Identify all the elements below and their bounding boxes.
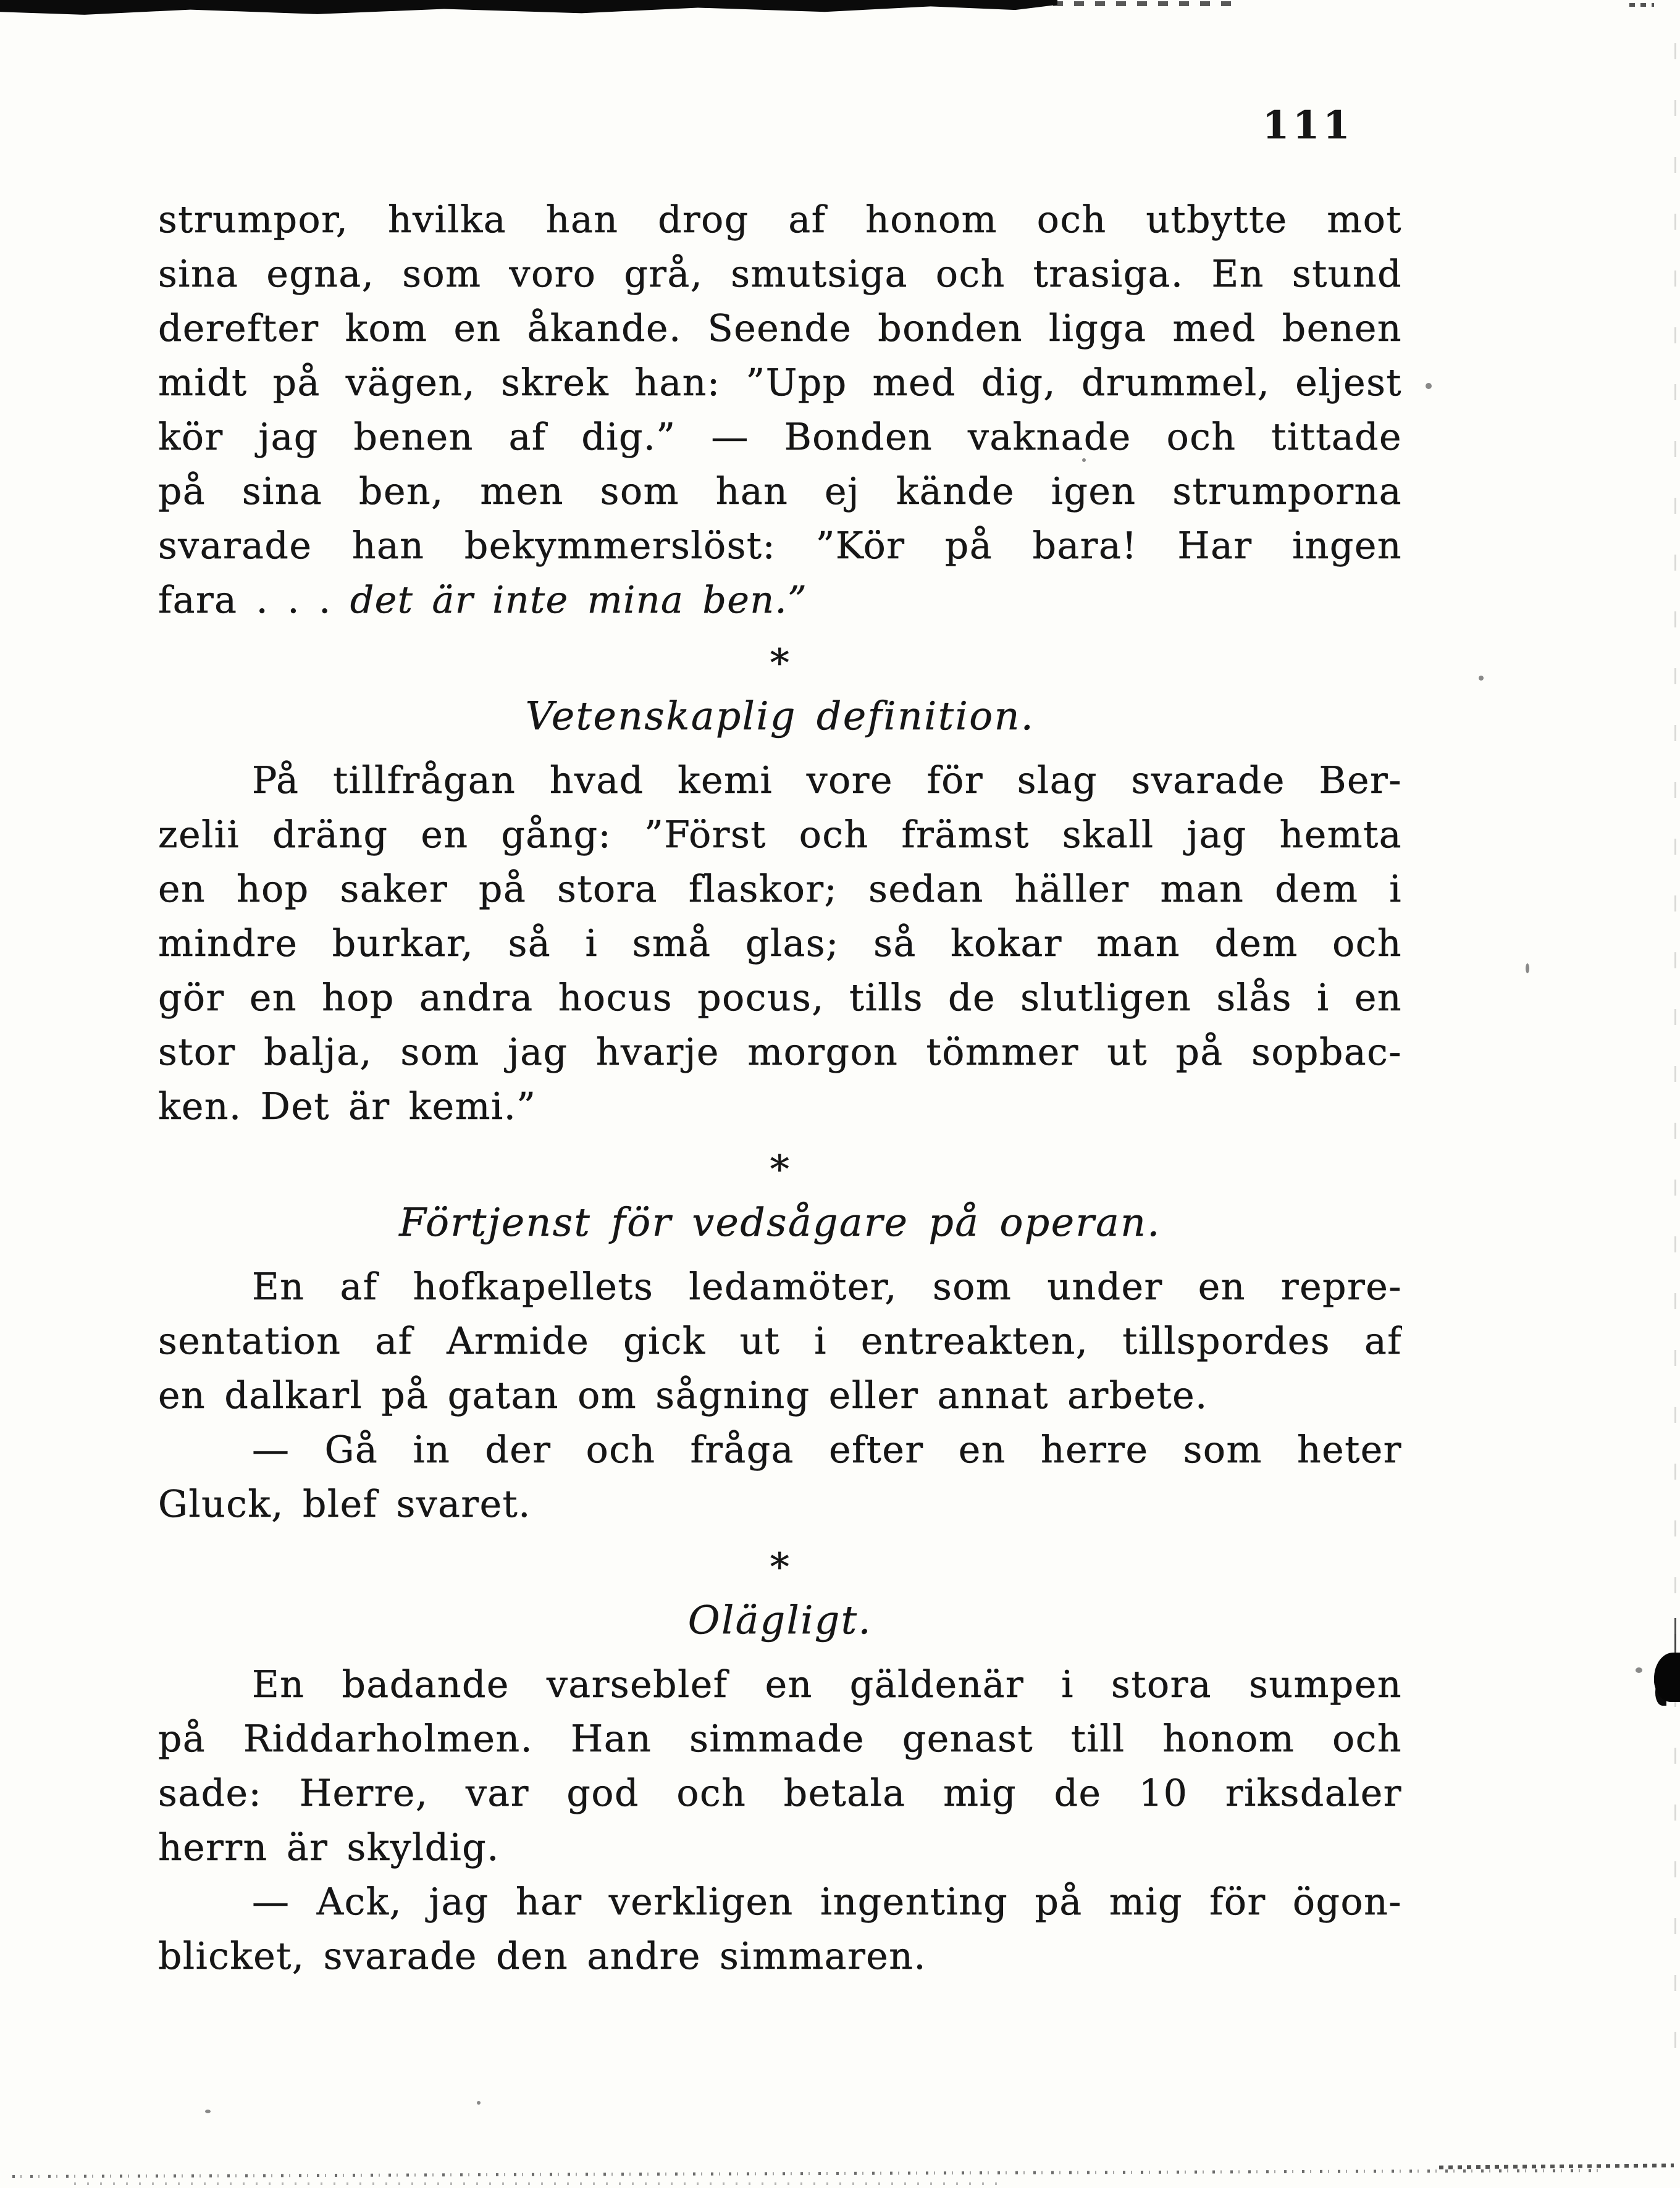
asterisk-separator: * bbox=[770, 1147, 791, 1192]
text-line: gör en hop andra hocus pocus, tills de slutligen slås i en bbox=[158, 976, 1402, 1020]
anecdote-dialogue-operan bbox=[158, 1423, 1402, 1532]
scan-artifact-bottom-speckle bbox=[12, 2169, 1606, 2178]
text-line: Gluck, blef svaret. bbox=[158, 1483, 531, 1526]
ink-speck bbox=[205, 2110, 211, 2113]
text-line: mindre burkar, så i små glas; så kokar man dem och bbox=[158, 922, 1402, 965]
scan-artifact-corner-tick bbox=[1629, 3, 1654, 7]
anecdote-paragraph-badande bbox=[158, 1658, 1402, 1875]
asterisk-separator: * bbox=[770, 640, 791, 685]
text-line: blicket, svarade den andre simmaren. bbox=[158, 1935, 926, 1978]
scan-artifact-right-edge-dashes bbox=[1674, 43, 1676, 2069]
ink-speck bbox=[1636, 1667, 1642, 1673]
text-line: sade: Herre, var god och betala mig de 10 riksdaler bbox=[158, 1772, 1402, 1815]
text-line: sina egna, som voro grå, smutsiga och trasiga. En stund bbox=[158, 253, 1402, 296]
text-block bbox=[158, 193, 1402, 1984]
text-line: En af hofkapellets ledamöter, som under en repre- bbox=[252, 1265, 1402, 1309]
text-line: zelii dräng en gång: ”Först och främst skall jag hemta bbox=[158, 813, 1402, 857]
text-line: på Riddarholmen. Han simmade genast till honom och bbox=[158, 1717, 1402, 1761]
anecdote-heading-olagligt: Olägligt. bbox=[687, 1598, 873, 1643]
text-line: På tillfrågan hvad kemi vore för slag svarade Ber- bbox=[252, 759, 1402, 802]
text-line: en dalkarl på gatan om sågning eller annat arbete. bbox=[158, 1374, 1208, 1417]
text-line: stor balja, som jag hvarje morgon tömmer ut på sopbac- bbox=[158, 1031, 1402, 1074]
text-line: på sina ben, men som han ej kände igen strumporna bbox=[158, 470, 1402, 513]
text-line: sentation af Armide gick ut i entreakten, tillspordes af bbox=[158, 1320, 1402, 1363]
text-line: — Gå in der och fråga efter en herre som heter bbox=[252, 1428, 1402, 1472]
text-roman: fara . . . bbox=[158, 579, 350, 622]
ink-speck bbox=[1479, 676, 1484, 681]
text-line: strumpor, hvilka han drog af honom och utbytte mot bbox=[158, 198, 1402, 241]
text-line: kör jag benen af dig.” — Bonden vaknade och tittade bbox=[158, 416, 1402, 459]
ink-speck bbox=[1426, 383, 1432, 389]
asterisk-separator: * bbox=[770, 1545, 791, 1590]
anecdote-paragraph-kemi bbox=[158, 753, 1402, 1134]
anecdote-heading-vetenskaplig-definition: Vetenskaplig definition. bbox=[525, 694, 1035, 739]
scan-artifact-top-edge-dashes bbox=[1053, 1, 1238, 6]
text-line: ken. Det är kemi.” bbox=[158, 1085, 537, 1128]
text-line: derefter kom en åkande. Seende bonden ligga med benen bbox=[158, 307, 1402, 350]
page-number: 111 bbox=[1262, 103, 1354, 148]
text-line bbox=[158, 573, 1402, 627]
anecdote-paragraph-operan bbox=[158, 1260, 1402, 1423]
scan-artifact-top-edge-bar bbox=[0, 0, 1057, 16]
scan-artifact-hairline bbox=[1674, 1618, 1676, 1655]
text-line: svarade han bekymmerslöst: ”Kör på bara! Har ingen bbox=[158, 524, 1402, 568]
anecdote-continuation-paragraph bbox=[158, 193, 1402, 627]
ink-speck bbox=[477, 2101, 481, 2105]
scan-artifact-bottom-speckle bbox=[74, 2182, 1001, 2185]
anecdote-heading-fortjenst: Förtjenst för vedsågare på operan. bbox=[399, 1200, 1161, 1245]
text-italic: det är inte mina ben.” bbox=[350, 579, 808, 622]
text-line: En badande varseblef en gäldenär i stora sumpen bbox=[252, 1663, 1402, 1706]
anecdote-dialogue-badande bbox=[158, 1875, 1402, 1984]
ink-speck bbox=[1526, 963, 1529, 973]
text-line: midt på vägen, skrek han: ”Upp med dig, drummel, eljest bbox=[158, 361, 1402, 404]
text-line: — Ack, jag har verkligen ingenting på mig för ögon- bbox=[252, 1880, 1402, 1924]
text-line: en hop saker på stora flaskor; sedan häller man dem i bbox=[158, 868, 1402, 911]
scan-artifact-ink-blob bbox=[1654, 1653, 1680, 1702]
scan-artifact-bottom-speckle bbox=[1439, 2163, 1674, 2169]
text-line: herrn är skyldig. bbox=[158, 1826, 500, 1869]
